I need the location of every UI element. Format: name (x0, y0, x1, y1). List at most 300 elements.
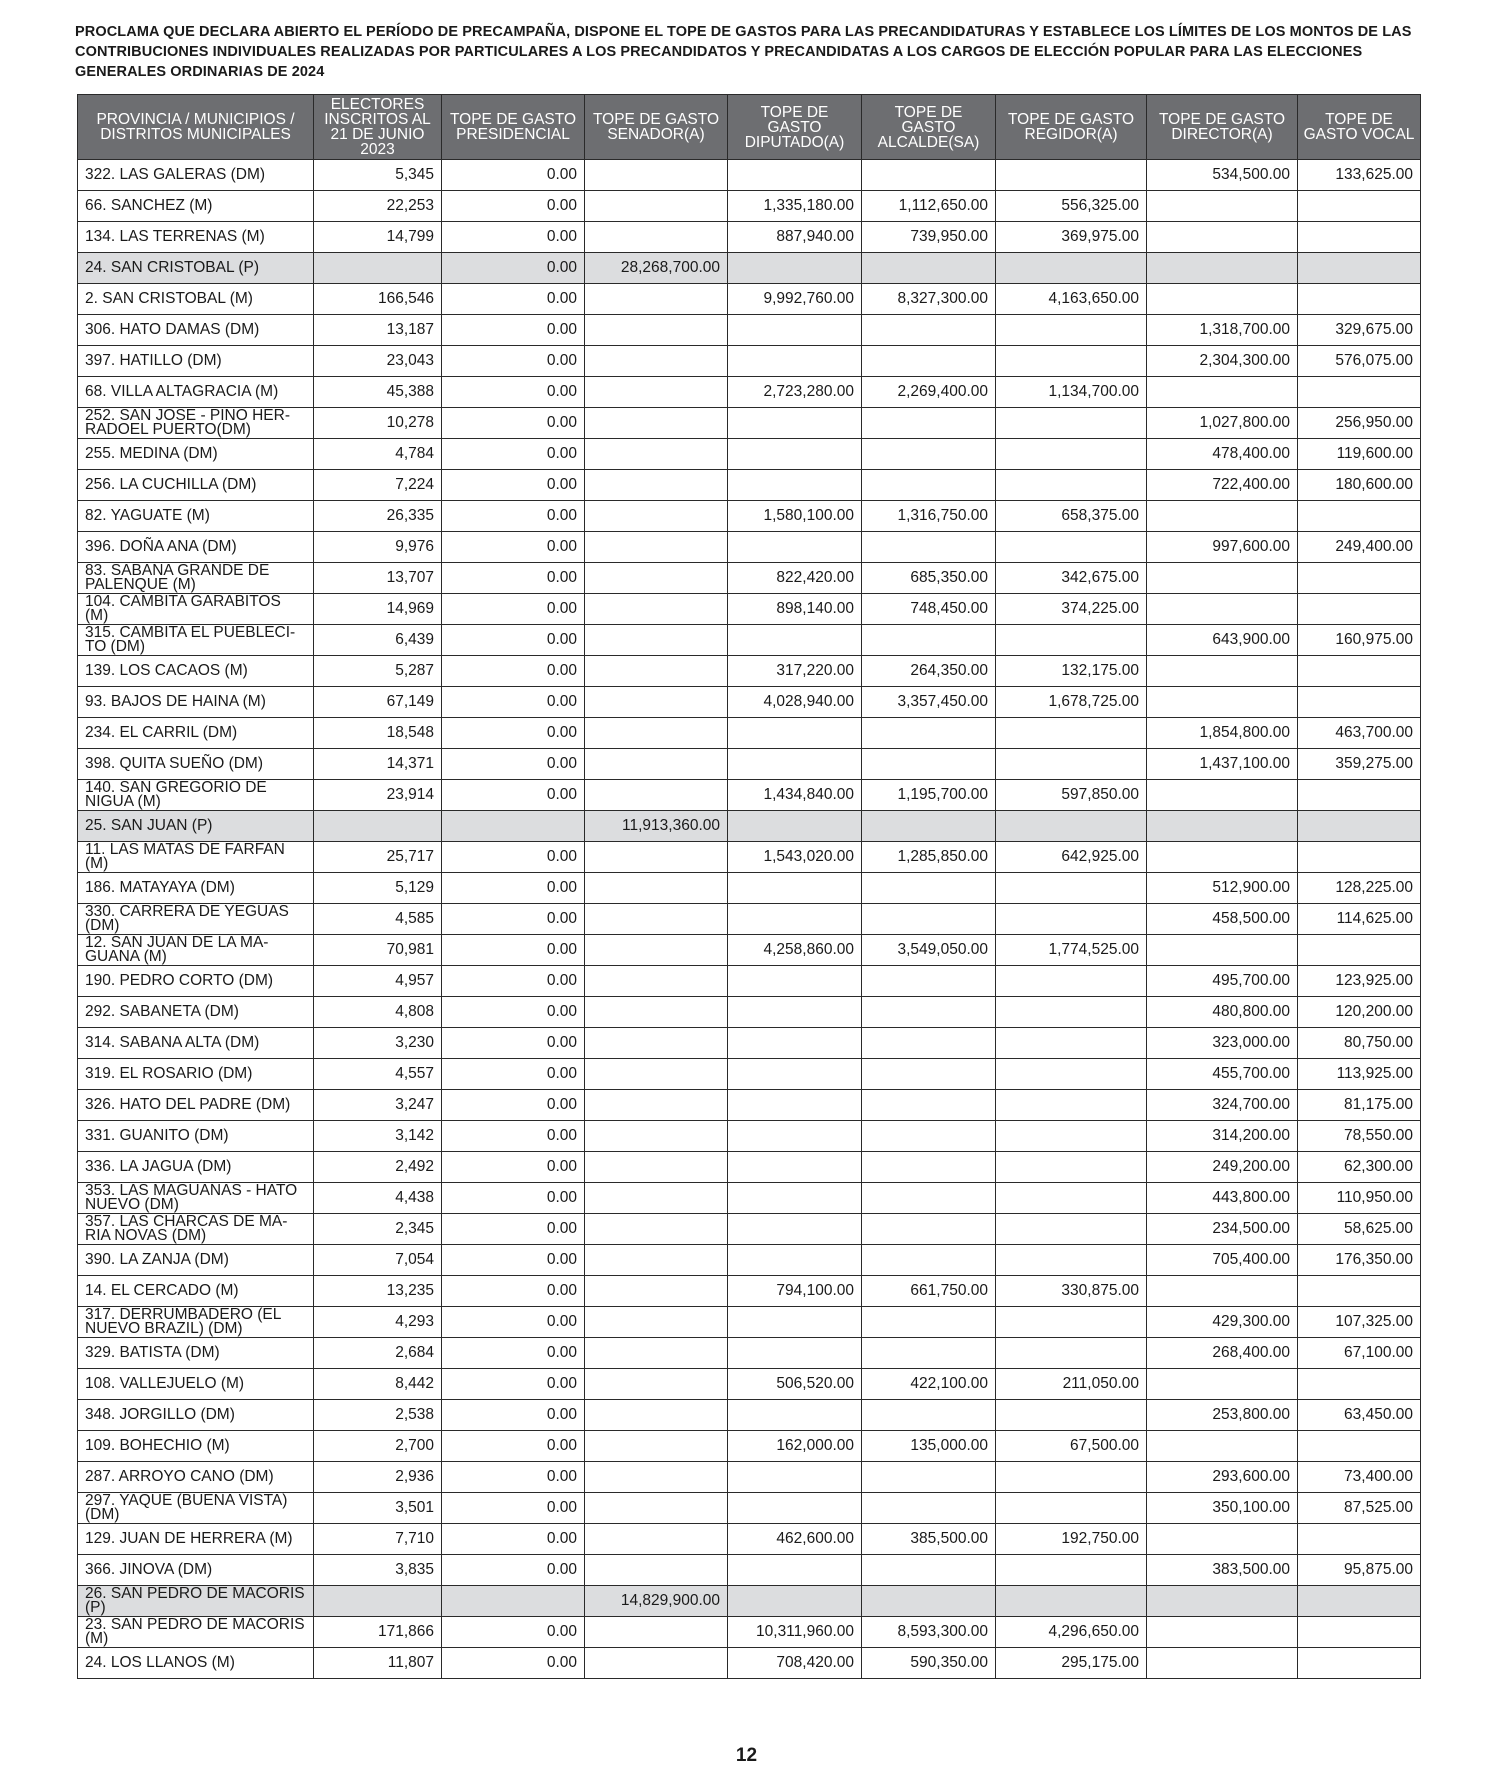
cell-presidencial: 0.00 (442, 1462, 585, 1493)
header-regidor: TOPE DE GASTO REGIDOR(A) (996, 95, 1147, 160)
cell-diputado (728, 253, 862, 284)
cell-electores: 9,976 (314, 532, 442, 563)
cell-diputado (728, 408, 862, 439)
cell-senador (585, 1059, 728, 1090)
cell-presidencial: 0.00 (442, 191, 585, 222)
cell-alcalde (862, 346, 996, 377)
cell-senador (585, 1276, 728, 1307)
cell-provincia: 255. MEDINA (DM) (78, 439, 314, 470)
cell-electores: 4,784 (314, 439, 442, 470)
cell-electores: 7,224 (314, 470, 442, 501)
cell-electores: 3,835 (314, 1555, 442, 1586)
table-row (78, 1307, 1421, 1338)
cell-presidencial: 0.00 (442, 1245, 585, 1276)
cell-electores (314, 1586, 442, 1617)
cell-alcalde: 1,195,700.00 (862, 780, 996, 811)
header-alcalde: TOPE DE GASTO ALCALDE(SA) (862, 95, 996, 160)
cell-director (1147, 222, 1298, 253)
cell-alcalde (862, 470, 996, 501)
cell-diputado (728, 346, 862, 377)
cell-diputado: 1,335,180.00 (728, 191, 862, 222)
cell-diputado (728, 470, 862, 501)
cell-provincia: 326. HATO DEL PADRE (DM) (78, 1090, 314, 1121)
table-row (78, 1648, 1421, 1679)
cell-regidor: 556,325.00 (996, 191, 1147, 222)
cell-senador (585, 1524, 728, 1555)
cell-senador (585, 1400, 728, 1431)
cell-provincia: 314. SABANA ALTA (DM) (78, 1028, 314, 1059)
table-row (78, 935, 1421, 966)
cell-electores: 70,981 (314, 935, 442, 966)
header-electores: ELECTORES INSCRITOS AL 21 DE JUNIO 2023 (314, 95, 442, 160)
cell-electores: 4,293 (314, 1307, 442, 1338)
cell-electores: 26,335 (314, 501, 442, 532)
cell-vocal: 123,925.00 (1298, 966, 1421, 997)
cell-regidor: 369,975.00 (996, 222, 1147, 253)
cell-presidencial: 0.00 (442, 1369, 585, 1400)
cell-alcalde: 590,350.00 (862, 1648, 996, 1679)
cell-regidor (996, 1586, 1147, 1617)
cell-regidor: 192,750.00 (996, 1524, 1147, 1555)
cell-diputado (728, 315, 862, 346)
cell-alcalde: 135,000.00 (862, 1431, 996, 1462)
cell-presidencial: 0.00 (442, 780, 585, 811)
cell-electores: 25,717 (314, 842, 442, 873)
cell-vocal: 63,450.00 (1298, 1400, 1421, 1431)
cell-provincia: 24. SAN CRISTOBAL (P) (78, 253, 314, 284)
cell-electores: 7,710 (314, 1524, 442, 1555)
cell-director (1147, 377, 1298, 408)
cell-regidor: 1,774,525.00 (996, 935, 1147, 966)
cell-alcalde (862, 1090, 996, 1121)
cell-presidencial: 0.00 (442, 222, 585, 253)
cell-provincia: 353. LAS MAGUANAS - HATO NUEVO (DM) (78, 1183, 314, 1214)
cell-regidor (996, 749, 1147, 780)
cell-director (1147, 563, 1298, 594)
cell-presidencial: 0.00 (442, 284, 585, 315)
cell-director (1147, 1276, 1298, 1307)
cell-vocal (1298, 253, 1421, 284)
cell-alcalde: 748,450.00 (862, 594, 996, 625)
cell-presidencial: 0.00 (442, 1400, 585, 1431)
cell-electores: 5,287 (314, 656, 442, 687)
table-row (78, 873, 1421, 904)
cell-presidencial: 0.00 (442, 718, 585, 749)
cell-regidor: 330,875.00 (996, 1276, 1147, 1307)
cell-diputado (728, 749, 862, 780)
cell-regidor: 132,175.00 (996, 656, 1147, 687)
table-row (78, 1400, 1421, 1431)
cell-alcalde (862, 1307, 996, 1338)
cell-vocal: 87,525.00 (1298, 1493, 1421, 1524)
cell-senador (585, 1493, 728, 1524)
cell-senador (585, 1214, 728, 1245)
table-row (78, 1214, 1421, 1245)
table-row (78, 1462, 1421, 1493)
cell-presidencial: 0.00 (442, 594, 585, 625)
cell-alcalde (862, 966, 996, 997)
cell-alcalde (862, 749, 996, 780)
cell-vocal (1298, 563, 1421, 594)
cell-director (1147, 687, 1298, 718)
cell-regidor (996, 346, 1147, 377)
cell-director (1147, 1617, 1298, 1648)
cell-senador (585, 532, 728, 563)
cell-regidor (996, 160, 1147, 191)
cell-presidencial: 0.00 (442, 1276, 585, 1307)
cell-alcalde (862, 1586, 996, 1617)
cell-provincia: 186. MATAYAYA (DM) (78, 873, 314, 904)
cell-provincia: 190. PEDRO CORTO (DM) (78, 966, 314, 997)
cell-senador (585, 1369, 728, 1400)
cell-director: 722,400.00 (1147, 470, 1298, 501)
cell-director: 324,700.00 (1147, 1090, 1298, 1121)
table-row (78, 625, 1421, 656)
cell-presidencial: 0.00 (442, 532, 585, 563)
cell-presidencial: 0.00 (442, 1555, 585, 1586)
cell-director: 1,027,800.00 (1147, 408, 1298, 439)
cell-electores: 3,247 (314, 1090, 442, 1121)
cell-electores: 10,278 (314, 408, 442, 439)
cell-electores: 11,807 (314, 1648, 442, 1679)
cell-presidencial: 0.00 (442, 842, 585, 873)
cell-vocal (1298, 842, 1421, 873)
cell-electores: 13,235 (314, 1276, 442, 1307)
cell-senador (585, 1121, 728, 1152)
cell-director (1147, 811, 1298, 842)
cell-provincia: 306. HATO DAMAS (DM) (78, 315, 314, 346)
cell-presidencial: 0.00 (442, 1121, 585, 1152)
cell-regidor: 1,678,725.00 (996, 687, 1147, 718)
cell-electores: 23,043 (314, 346, 442, 377)
spending-caps-table (77, 94, 1421, 1679)
cell-provincia: 93. BAJOS DE HAINA (M) (78, 687, 314, 718)
table-row (78, 749, 1421, 780)
cell-alcalde (862, 1493, 996, 1524)
cell-diputado: 1,434,840.00 (728, 780, 862, 811)
cell-director: 443,800.00 (1147, 1183, 1298, 1214)
cell-provincia: 23. SAN PEDRO DE MACORIS (M) (78, 1617, 314, 1648)
cell-electores: 6,439 (314, 625, 442, 656)
cell-vocal (1298, 377, 1421, 408)
cell-director (1147, 842, 1298, 873)
cell-alcalde: 685,350.00 (862, 563, 996, 594)
cell-vocal (1298, 935, 1421, 966)
cell-provincia: 104. CAMBITA GARABITOS (M) (78, 594, 314, 625)
cell-alcalde: 1,112,650.00 (862, 191, 996, 222)
cell-provincia: 82. YAGUATE (M) (78, 501, 314, 532)
cell-vocal: 133,625.00 (1298, 160, 1421, 191)
cell-director: 495,700.00 (1147, 966, 1298, 997)
cell-presidencial: 0.00 (442, 439, 585, 470)
cell-provincia: 366. JINOVA (DM) (78, 1555, 314, 1586)
cell-director: 429,300.00 (1147, 1307, 1298, 1338)
table-row (78, 408, 1421, 439)
cell-vocal: 176,350.00 (1298, 1245, 1421, 1276)
cell-provincia: 331. GUANITO (DM) (78, 1121, 314, 1152)
cell-regidor (996, 1121, 1147, 1152)
cell-alcalde (862, 439, 996, 470)
table-row (78, 966, 1421, 997)
cell-presidencial: 0.00 (442, 935, 585, 966)
cell-director: 643,900.00 (1147, 625, 1298, 656)
cell-regidor (996, 1245, 1147, 1276)
cell-provincia: 397. HATILLO (DM) (78, 346, 314, 377)
cell-vocal: 114,625.00 (1298, 904, 1421, 935)
cell-director (1147, 253, 1298, 284)
header-diputado: TOPE DE GASTO DIPUTADO(A) (728, 95, 862, 160)
cell-presidencial: 0.00 (442, 1028, 585, 1059)
cell-electores: 67,149 (314, 687, 442, 718)
table-row (78, 1524, 1421, 1555)
cell-diputado (728, 966, 862, 997)
cell-regidor (996, 1338, 1147, 1369)
cell-provincia: 319. EL ROSARIO (DM) (78, 1059, 314, 1090)
cell-regidor (996, 904, 1147, 935)
cell-diputado (728, 532, 862, 563)
cell-regidor (996, 718, 1147, 749)
cell-presidencial: 0.00 (442, 1493, 585, 1524)
cell-presidencial: 0.00 (442, 315, 585, 346)
table-row (78, 470, 1421, 501)
cell-regidor: 1,134,700.00 (996, 377, 1147, 408)
cell-senador (585, 718, 728, 749)
cell-electores: 3,142 (314, 1121, 442, 1152)
cell-provincia: 322. LAS GALERAS (DM) (78, 160, 314, 191)
cell-vocal: 62,300.00 (1298, 1152, 1421, 1183)
cell-regidor (996, 625, 1147, 656)
cell-alcalde (862, 997, 996, 1028)
cell-senador (585, 1462, 728, 1493)
cell-vocal (1298, 501, 1421, 532)
cell-alcalde: 422,100.00 (862, 1369, 996, 1400)
cell-regidor (996, 1183, 1147, 1214)
cell-regidor (996, 873, 1147, 904)
cell-vocal: 249,400.00 (1298, 532, 1421, 563)
cell-presidencial: 0.00 (442, 160, 585, 191)
cell-vocal (1298, 1369, 1421, 1400)
cell-alcalde (862, 408, 996, 439)
cell-vocal (1298, 1648, 1421, 1679)
cell-diputado (728, 1059, 862, 1090)
cell-provincia: 329. BATISTA (DM) (78, 1338, 314, 1369)
table-row (78, 501, 1421, 532)
cell-diputado: 10,311,960.00 (728, 1617, 862, 1648)
cell-provincia: 336. LA JAGUA (DM) (78, 1152, 314, 1183)
cell-diputado (728, 1400, 862, 1431)
cell-regidor: 211,050.00 (996, 1369, 1147, 1400)
cell-director: 1,437,100.00 (1147, 749, 1298, 780)
cell-diputado: 822,420.00 (728, 563, 862, 594)
cell-vocal: 58,625.00 (1298, 1214, 1421, 1245)
cell-provincia: 24. LOS LLANOS (M) (78, 1648, 314, 1679)
cell-diputado: 2,723,280.00 (728, 377, 862, 408)
cell-provincia: 234. EL CARRIL (DM) (78, 718, 314, 749)
cell-diputado (728, 718, 862, 749)
cell-regidor (996, 1152, 1147, 1183)
cell-director: 1,854,800.00 (1147, 718, 1298, 749)
cell-senador: 11,913,360.00 (585, 811, 728, 842)
cell-senador (585, 1648, 728, 1679)
cell-senador (585, 346, 728, 377)
cell-alcalde: 1,285,850.00 (862, 842, 996, 873)
cell-diputado (728, 625, 862, 656)
cell-presidencial: 0.00 (442, 1059, 585, 1090)
cell-diputado: 4,258,860.00 (728, 935, 862, 966)
cell-electores: 3,501 (314, 1493, 442, 1524)
cell-alcalde (862, 811, 996, 842)
cell-regidor: 67,500.00 (996, 1431, 1147, 1462)
cell-vocal: 463,700.00 (1298, 718, 1421, 749)
cell-director: 268,400.00 (1147, 1338, 1298, 1369)
cell-electores: 4,585 (314, 904, 442, 935)
table-row (78, 532, 1421, 563)
cell-presidencial: 0.00 (442, 656, 585, 687)
cell-vocal: 110,950.00 (1298, 1183, 1421, 1214)
cell-regidor (996, 1028, 1147, 1059)
cell-alcalde: 8,593,300.00 (862, 1617, 996, 1648)
cell-director (1147, 501, 1298, 532)
cell-senador (585, 749, 728, 780)
cell-electores: 171,866 (314, 1617, 442, 1648)
cell-director: 323,000.00 (1147, 1028, 1298, 1059)
cell-electores: 22,253 (314, 191, 442, 222)
cell-provincia: 12. SAN JUAN DE LA MA-GUANA (M) (78, 935, 314, 966)
cell-alcalde (862, 718, 996, 749)
cell-provincia: 83. SABANA GRANDE DE PALENQUE (M) (78, 563, 314, 594)
cell-provincia: 256. LA CUCHILLA (DM) (78, 470, 314, 501)
cell-director (1147, 1369, 1298, 1400)
table-row (78, 718, 1421, 749)
cell-vocal: 81,175.00 (1298, 1090, 1421, 1121)
cell-electores: 166,546 (314, 284, 442, 315)
cell-presidencial: 0.00 (442, 1524, 585, 1555)
cell-director (1147, 780, 1298, 811)
cell-regidor (996, 811, 1147, 842)
cell-provincia: 129. JUAN DE HERRERA (M) (78, 1524, 314, 1555)
cell-alcalde (862, 1059, 996, 1090)
table-row (78, 656, 1421, 687)
cell-alcalde (862, 1400, 996, 1431)
cell-alcalde: 1,316,750.00 (862, 501, 996, 532)
cell-alcalde (862, 625, 996, 656)
cell-senador (585, 191, 728, 222)
cell-provincia: 140. SAN GREGORIO DE NIGUA (M) (78, 780, 314, 811)
table-row (78, 780, 1421, 811)
cell-presidencial: 0.00 (442, 253, 585, 284)
cell-vocal (1298, 687, 1421, 718)
cell-vocal (1298, 1617, 1421, 1648)
cell-vocal (1298, 191, 1421, 222)
province-row (78, 811, 1421, 842)
cell-vocal (1298, 1276, 1421, 1307)
cell-director: 512,900.00 (1147, 873, 1298, 904)
table-row (78, 160, 1421, 191)
cell-presidencial: 0.00 (442, 1152, 585, 1183)
cell-electores: 2,538 (314, 1400, 442, 1431)
cell-senador (585, 439, 728, 470)
table-row (78, 191, 1421, 222)
cell-provincia: 390. LA ZANJA (DM) (78, 1245, 314, 1276)
cell-vocal: 113,925.00 (1298, 1059, 1421, 1090)
cell-alcalde: 739,950.00 (862, 222, 996, 253)
cell-alcalde (862, 1338, 996, 1369)
cell-electores: 2,684 (314, 1338, 442, 1369)
cell-alcalde: 661,750.00 (862, 1276, 996, 1307)
cell-vocal (1298, 1431, 1421, 1462)
cell-provincia: 66. SANCHEZ (M) (78, 191, 314, 222)
cell-provincia: 26. SAN PEDRO DE MACORIS (P) (78, 1586, 314, 1617)
cell-diputado (728, 1090, 862, 1121)
cell-diputado: 317,220.00 (728, 656, 862, 687)
cell-diputado (728, 1121, 862, 1152)
cell-alcalde (862, 1462, 996, 1493)
cell-regidor: 4,163,650.00 (996, 284, 1147, 315)
cell-senador: 14,829,900.00 (585, 1586, 728, 1617)
cell-senador (585, 904, 728, 935)
cell-provincia: 292. SABANETA (DM) (78, 997, 314, 1028)
cell-senador (585, 377, 728, 408)
cell-regidor (996, 997, 1147, 1028)
cell-regidor: 342,675.00 (996, 563, 1147, 594)
cell-regidor (996, 253, 1147, 284)
cell-diputado (728, 1493, 862, 1524)
cell-senador (585, 1617, 728, 1648)
cell-senador (585, 997, 728, 1028)
cell-director: 455,700.00 (1147, 1059, 1298, 1090)
table-row (78, 563, 1421, 594)
cell-presidencial: 0.00 (442, 1431, 585, 1462)
cell-director (1147, 284, 1298, 315)
cell-electores: 14,371 (314, 749, 442, 780)
cell-diputado: 506,520.00 (728, 1369, 862, 1400)
cell-electores: 13,707 (314, 563, 442, 594)
cell-director (1147, 1524, 1298, 1555)
cell-senador: 28,268,700.00 (585, 253, 728, 284)
cell-diputado: 4,028,940.00 (728, 687, 862, 718)
cell-vocal: 576,075.00 (1298, 346, 1421, 377)
cell-director: 997,600.00 (1147, 532, 1298, 563)
cell-presidencial: 0.00 (442, 346, 585, 377)
cell-presidencial: 0.00 (442, 501, 585, 532)
cell-director (1147, 594, 1298, 625)
cell-regidor: 4,296,650.00 (996, 1617, 1147, 1648)
cell-electores: 2,700 (314, 1431, 442, 1462)
cell-director: 534,500.00 (1147, 160, 1298, 191)
table-row (78, 377, 1421, 408)
cell-electores: 5,129 (314, 873, 442, 904)
cell-diputado (728, 904, 862, 935)
cell-alcalde: 385,500.00 (862, 1524, 996, 1555)
table-row (78, 439, 1421, 470)
cell-presidencial: 0.00 (442, 625, 585, 656)
cell-alcalde (862, 1555, 996, 1586)
cell-senador (585, 1245, 728, 1276)
cell-diputado (728, 873, 862, 904)
cell-electores: 7,054 (314, 1245, 442, 1276)
cell-vocal (1298, 1586, 1421, 1617)
cell-electores: 4,438 (314, 1183, 442, 1214)
table-header-row (78, 95, 1421, 160)
cell-regidor: 642,925.00 (996, 842, 1147, 873)
cell-director: 1,318,700.00 (1147, 315, 1298, 346)
cell-senador (585, 1028, 728, 1059)
cell-presidencial (442, 1586, 585, 1617)
cell-diputado: 1,580,100.00 (728, 501, 862, 532)
table-row (78, 1121, 1421, 1152)
cell-vocal: 67,100.00 (1298, 1338, 1421, 1369)
cell-presidencial: 0.00 (442, 1090, 585, 1121)
